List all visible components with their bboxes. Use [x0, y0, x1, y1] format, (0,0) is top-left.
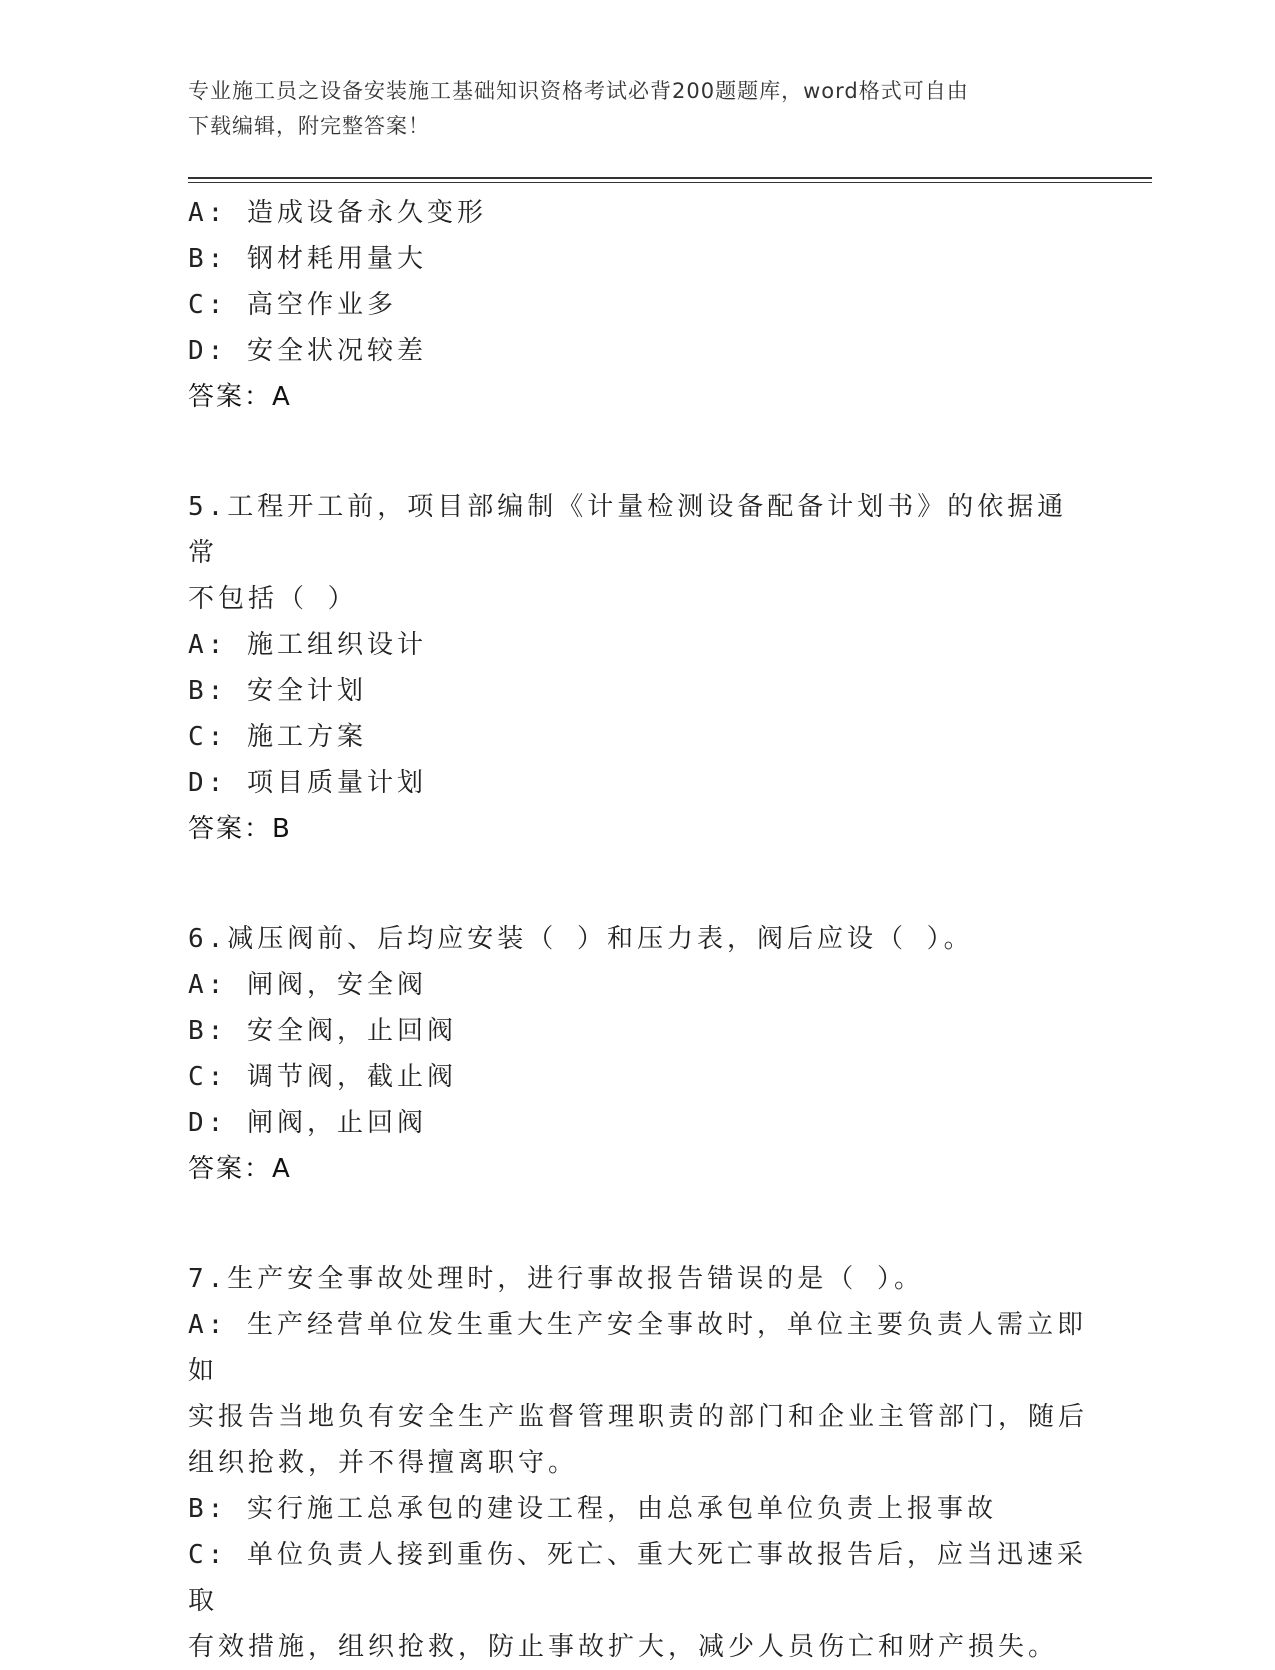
q5-answer: 答案：B — [188, 814, 292, 844]
q7-line-1: A: 生产经营单位发生重大生产安全事故时，单位主要负责人需立即如 — [188, 1310, 1087, 1386]
spacer — [188, 420, 1088, 484]
q4-option-b: B: 钢材耗用量大 — [188, 244, 427, 274]
q7-line-4: B: 实行施工总承包的建设工程，由总承包单位负责上报事故 — [188, 1494, 997, 1524]
question-content — [188, 190, 1088, 1670]
q4-option-a: A: 造成设备永久变形 — [188, 198, 487, 228]
q6-option-b: B: 安全阀，止回阀 — [188, 1016, 457, 1046]
header-rule-thin — [188, 182, 1152, 183]
q5-option-b: B: 安全计划 — [188, 676, 367, 706]
q5-option-a: A: 施工组织设计 — [188, 630, 427, 660]
q7-line-6: 有效措施，组织抢救，防止事故扩大，减少人员伤亡和财产损失。 — [188, 1632, 1059, 1662]
q6-answer: 答案：A — [188, 1154, 292, 1184]
q7-stem: 7.生产安全事故处理时，进行事故报告错误的是（ ）。 — [188, 1264, 924, 1294]
q6-stem: 6.减压阀前、后均应安装（ ）和压力表，阀后应设（ ）。 — [188, 924, 974, 954]
q6-option-d: D: 闸阀，止回阀 — [188, 1108, 427, 1138]
q5-option-d: D: 项目质量计划 — [188, 768, 427, 798]
q5-option-c: C: 施工方案 — [188, 722, 367, 752]
q4-option-c: C: 高空作业多 — [188, 290, 397, 320]
q7-line-2: 实报告当地负有安全生产监督管理职责的部门和企业主管部门，随后 — [188, 1402, 1089, 1432]
q5-stem-line-2: 不包括（ ） — [188, 584, 358, 614]
spacer — [188, 1192, 1088, 1256]
header-rule-thick — [188, 177, 1152, 179]
q6-option-a: A: 闸阀，安全阀 — [188, 970, 427, 1000]
header-line-1: 专业施工员之设备安装施工基础知识资格考试必背200题题库，word格式可自由 — [188, 79, 969, 103]
q5-stem-line-1: 5.工程开工前，项目部编制《计量检测设备配备计划书》的依据通常 — [188, 492, 1068, 568]
q7-line-3: 组织抢救，并不得擅离职守。 — [188, 1448, 579, 1478]
spacer — [188, 852, 1088, 916]
q4-answer: 答案：A — [188, 382, 292, 412]
q6-option-c: C: 调节阀，截止阀 — [188, 1062, 457, 1092]
header-line-2: 下载编辑，附完整答案！ — [188, 114, 430, 138]
q4-option-d: D: 安全状况较差 — [188, 336, 427, 366]
document-header — [188, 74, 1068, 144]
q7-line-5: C: 单位负责人接到重伤、死亡、重大死亡事故报告后，应当迅速采取 — [188, 1540, 1087, 1616]
